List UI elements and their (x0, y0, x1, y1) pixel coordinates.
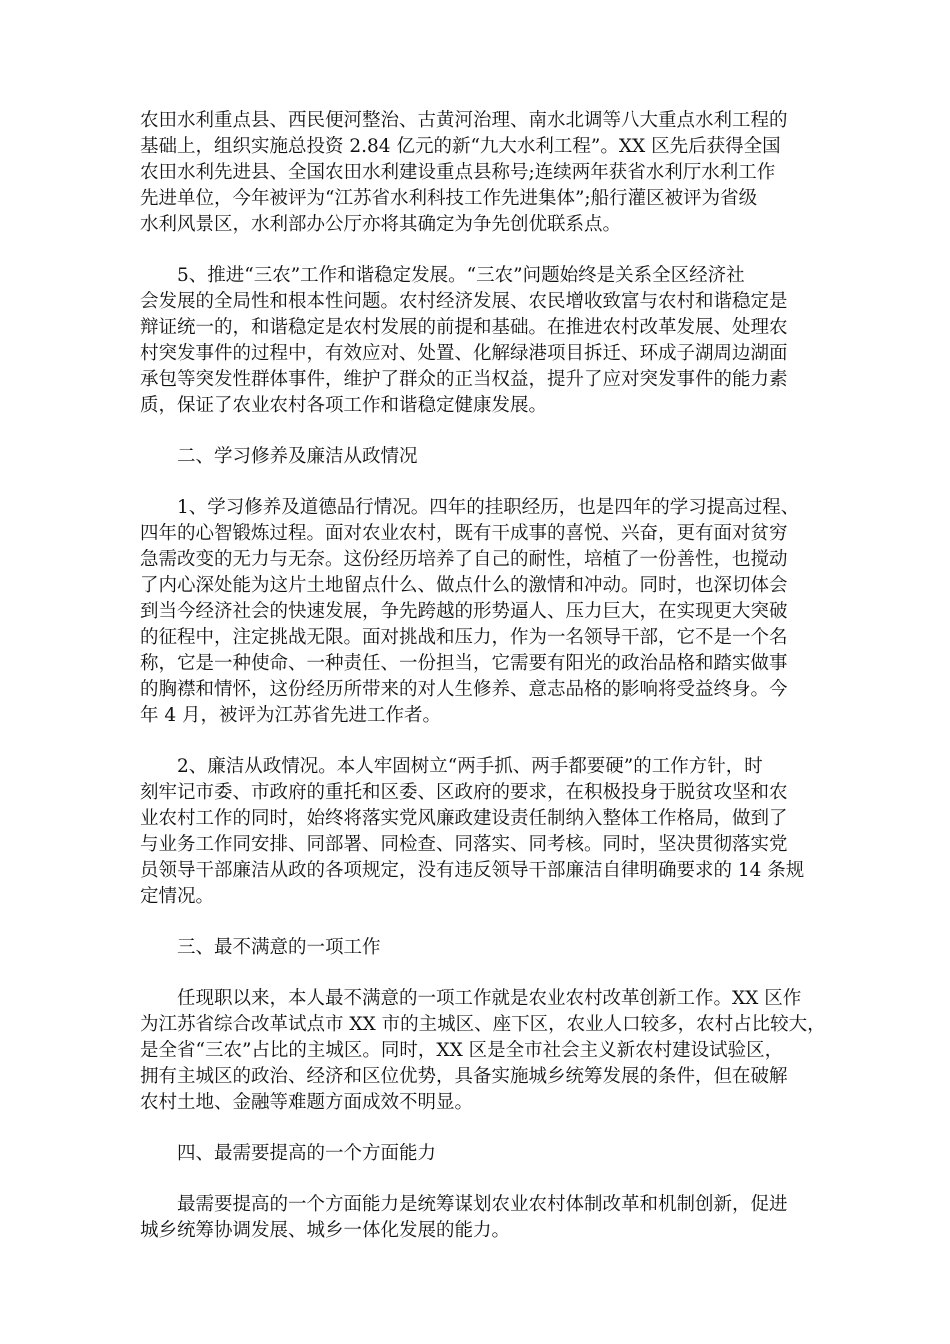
text-line: 的胸襟和情怀，这份经历所带来的对人生修养、意志品格的影响将受益终身。今 (140, 679, 788, 700)
text-line: 任现职以来，本人最不满意的一项工作就是农业农村改革创新工作。XX 区作 (140, 988, 802, 1009)
paragraph-gap (140, 910, 820, 935)
paragraph-study-morality (140, 495, 820, 729)
paragraph-improvement (140, 1192, 820, 1244)
text-line: 质，保证了农业农村各项工作和谐稳定健康发展。 (140, 395, 548, 416)
text-line: 会发展的全局性和根本性问题。农村经济发展、农民增收致富与农村和谐稳定是 (140, 291, 788, 312)
paragraph-integrity (140, 754, 820, 910)
text-line: 定情况。 (140, 886, 215, 907)
text-line: 称，它是一种使命、一种责任、一份担当，它需要有阳光的政治品格和踏实做事 (140, 653, 788, 674)
text-line: 到当今经济社会的快速发展，争先跨越的形势逼人、压力巨大，在实现更大突破 (140, 601, 788, 622)
text-line: 年 4 月，被评为江苏省先进工作者。 (140, 705, 442, 726)
text-line: 基础上，组织实施总投资 2.84 亿元的新“九大水利工程”。XX 区先后获得全国 (140, 136, 781, 157)
paragraph-gap (140, 1116, 820, 1141)
text-line: 与业务工作同安排、同部署、同检查、同落实、同考核。同时，坚决贯彻落实党 (140, 834, 788, 855)
text-line: 5、推进“三农”工作和谐稳定发展。“三农”问题始终是关系全区经济社 (140, 265, 745, 286)
text-line: 员领导干部廉洁从政的各项规定，没有违反领导干部廉洁自律明确要求的 14 条规 (140, 860, 805, 881)
text-line: 急需改变的无力与无奈。这份经历培养了自己的耐性，培植了一份善性，也搅动 (140, 549, 788, 570)
text-line: 1、学习修养及道德品行情况。四年的挂职经历，也是四年的学习提高过程、 (140, 497, 800, 518)
paragraph-gap (140, 1167, 820, 1192)
text-line: 城乡统筹协调发展、城乡一体化发展的能力。 (140, 1220, 511, 1241)
text-line: 四年的心智锻炼过程。面对农业农村，既有干成事的喜悦、兴奋，更有面对贫穷 (140, 523, 788, 544)
text-line: 农田水利先进县、全国农田水利建设重点县称号;连续两年获省水利厅水利工作 (140, 162, 776, 183)
section-heading-least-satisfied: 三、最不满意的一项工作 (140, 937, 381, 958)
section-heading-improvement: 四、最需要提高的一个方面能力 (140, 1143, 437, 1164)
document-page (140, 108, 826, 1244)
text-line: 辩证统一的，和谐稳定是农村发展的前提和基础。在推进农村改革发展、处理农 (140, 317, 788, 338)
section-heading-study-integrity: 二、学习修养及廉洁从政情况 (140, 446, 418, 467)
text-line: 为江苏省综合改革试点市 XX 市的主城区、座下区，农业人口较多，农村占比较大， (140, 1014, 826, 1035)
text-line: 刻牢记市委、市政府的重托和区委、区政府的要求，在积极投身于脱贫攻坚和农 (140, 782, 788, 803)
paragraph-gap (140, 470, 820, 495)
text-line: 农村土地、金融等难题方面成效不明显。 (140, 1092, 474, 1113)
text-line: 2、廉洁从政情况。本人牢固树立“两手抓、两手都要硬”的工作方针，时 (140, 756, 763, 777)
paragraph-gap (140, 729, 820, 754)
paragraph-gap (140, 238, 820, 263)
text-line: 的征程中，注定挑战无限。面对挑战和压力，作为一名领导干部，它不是一个名 (140, 627, 788, 648)
text-line: 是全省“三农”占比的主城区。同时，XX 区是全市社会主义新农村建设试验区， (140, 1040, 784, 1061)
text-line: 水利风景区，水利部办公厅亦将其确定为争先创优联系点。 (140, 214, 622, 235)
text-line: 拥有主城区的政治、经济和区位优势，具备实施城乡统筹发展的条件，但在破解 (140, 1066, 788, 1087)
text-line: 村突发事件的过程中，有效应对、处置、化解绿港项目拆迁、环成子湖周边湖面 (140, 343, 788, 364)
text-line: 了内心深处能为这片土地留点什么、做点什么的激情和冲动。同时，也深切体会 (140, 575, 788, 596)
paragraph-least-satisfied (140, 986, 826, 1116)
text-line: 先进单位，今年被评为“江苏省水利科技工作先进集体”;船行灌区被评为省级 (140, 188, 758, 209)
paragraph-sannong-stability (140, 263, 820, 419)
paragraph-water-projects (140, 108, 820, 238)
text-line: 承包等突发性群体事件，维护了群众的正当权益，提升了应对突发事件的能力素 (140, 369, 788, 390)
text-line: 业农村工作的同时，始终将落实党风廉政建设责任制纳入整体工作格局，做到了 (140, 808, 788, 829)
text-line: 最需要提高的一个方面能力是统筹谋划农业农村体制改革和机制创新，促进 (140, 1194, 788, 1215)
paragraph-gap (140, 961, 820, 986)
paragraph-gap (140, 419, 820, 444)
text-line: 农田水利重点县、西民便河整治、古黄河治理、南水北调等八大重点水利工程的 (140, 110, 788, 131)
